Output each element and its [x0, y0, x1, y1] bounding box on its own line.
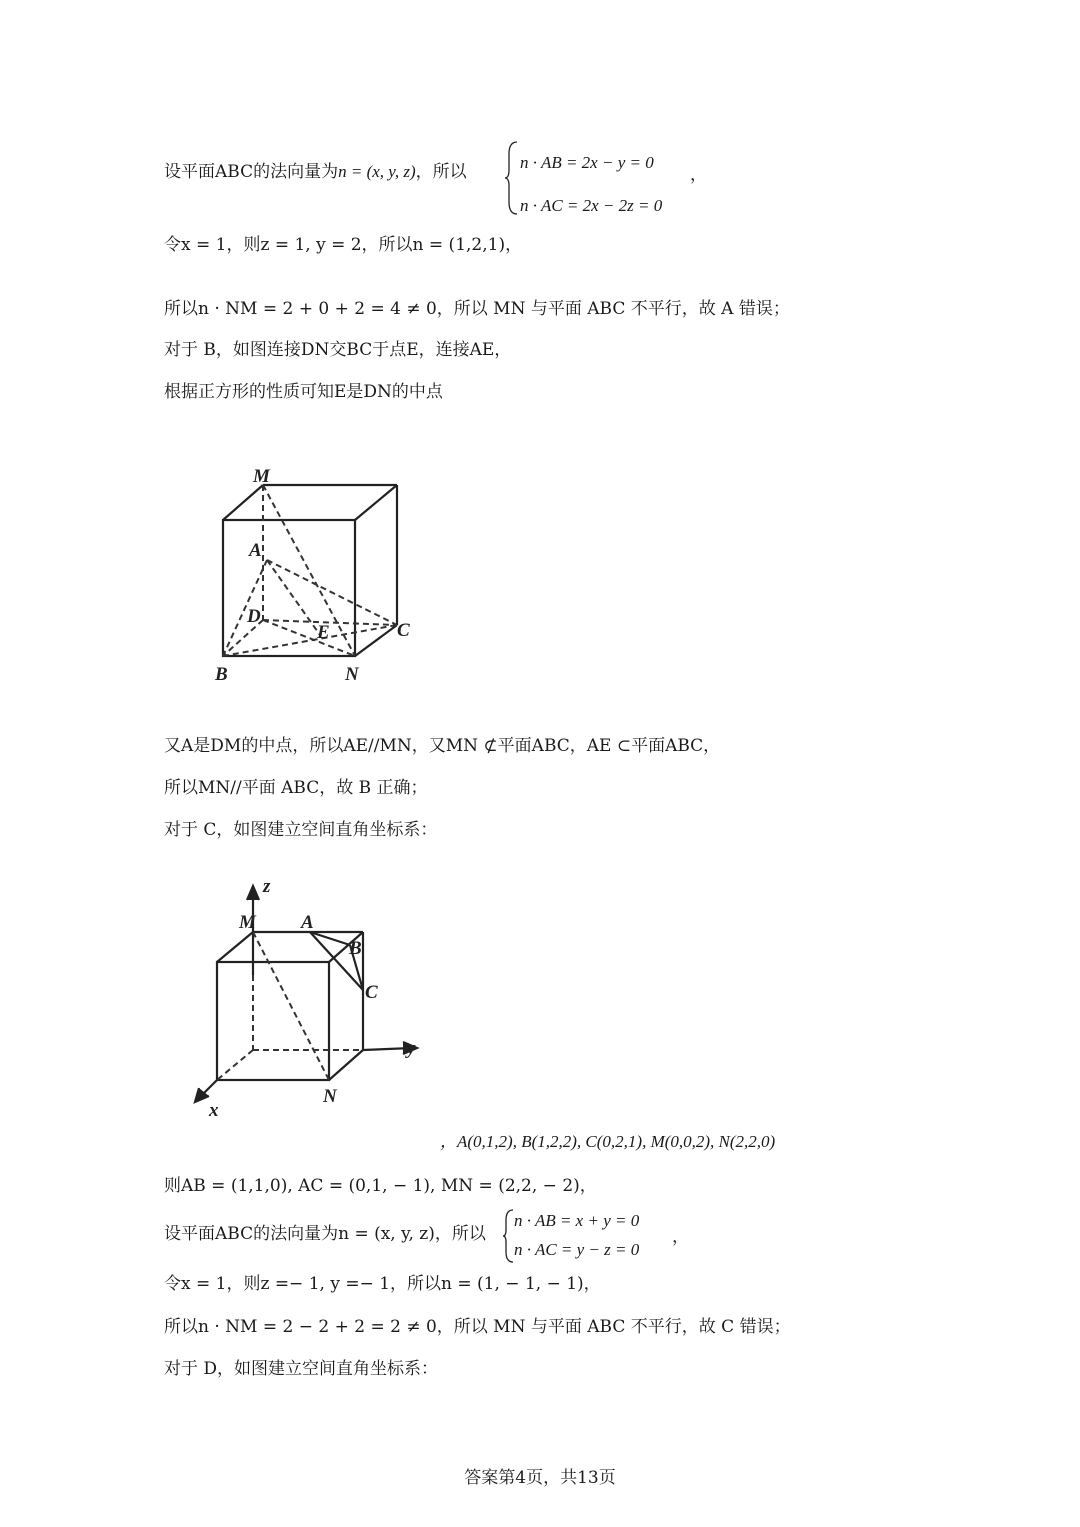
fig1-label-b: B — [215, 664, 228, 685]
line1-mid: ，所以 — [415, 162, 467, 182]
system1-tail: ， — [690, 165, 707, 185]
system2-eq1: n · AB = x + y = 0 — [514, 1211, 640, 1230]
line-option-c: 对于 C，如图建立空间直角坐标系： — [164, 820, 438, 840]
fig2-label-z: z — [263, 876, 271, 897]
fig1-label-e: E — [317, 622, 330, 643]
line-ae-parallel-mn: 又A是DM的中点，所以AE//MN，又MN ⊄平面ABC，AE ⊂平面ABC， — [164, 736, 721, 756]
system1-eq1: n · AB = 2x − y = 0 — [520, 153, 654, 172]
fig1-label-n: N — [345, 664, 359, 685]
line11-pre: 设平面ABC的法向量为n = (x, y, z)，所以 — [164, 1224, 486, 1244]
system1-eq2: n · AC = 2x − 2z = 0 — [520, 196, 663, 215]
fig1-label-d: D — [247, 606, 261, 627]
fig2-label-a: A — [301, 912, 314, 933]
figure-cube-c — [185, 870, 435, 1120]
system-brace-1 — [505, 140, 519, 216]
line1-pre: 设平面ABC的法向量为 — [164, 162, 339, 182]
fig2-label-b: B — [349, 938, 362, 959]
fig1-label-c: C — [397, 620, 410, 641]
fig1-label-m: M — [253, 466, 270, 487]
fig2-label-c: C — [365, 982, 378, 1003]
line-normal-vector-c — [164, 1222, 486, 1246]
line-coordinates: ，A(0,1,2), B(1,2,2), C(0,2,1), M(0,0,2), N(2,2,0) — [440, 1132, 776, 1151]
line-option-d: 对于 D，如图建立空间直角坐标系： — [164, 1359, 439, 1379]
page-footer: 答案第4页，共13页 — [464, 1468, 616, 1488]
line-vectors-abacmn: 则AB = (1,1,0), AC = (0,1, − 1), MN = (2,2, − 2)， — [164, 1176, 597, 1196]
fig1-label-a: A — [249, 540, 262, 561]
line-b-correct: 所以MN//平面 ABC，故 B 正确； — [164, 778, 428, 798]
fig2-label-n: N — [323, 1086, 337, 1107]
figure-cube-b — [205, 460, 435, 690]
line-set-x1-c: 令x = 1，则z =− 1, y =− 1，所以n = (1, − 1, − 1)， — [164, 1274, 601, 1294]
fig2-label-x: x — [209, 1100, 219, 1120]
line-midpoint-e: 根据正方形的性质可知E是DN的中点 — [164, 382, 443, 402]
system2-eq2: n · AC = y − z = 0 — [514, 1240, 640, 1259]
system2-tail: ， — [672, 1227, 689, 1247]
line-dot-nm-a: 所以n · NM = 2 + 0 + 2 = 4 ≠ 0，所以 MN 与平面 ABC 不平行，故 A 错误； — [164, 299, 790, 319]
fig2-label-y: y — [407, 1038, 416, 1059]
line-dot-nm-c: 所以n · NM = 2 − 2 + 2 = 2 ≠ 0，所以 MN 与平面 ABC 不平行，故 C 错误； — [164, 1317, 791, 1337]
fig2-label-m: M — [239, 912, 256, 933]
line-normal-vector-abc — [164, 160, 467, 184]
line1-vec: n = (x, y, z) — [338, 162, 416, 181]
line-option-b: 对于 B，如图连接DN交BC于点E，连接AE， — [164, 340, 512, 360]
line-set-x1: 令x = 1，则z = 1, y = 2，所以n = (1,2,1)， — [164, 235, 523, 255]
